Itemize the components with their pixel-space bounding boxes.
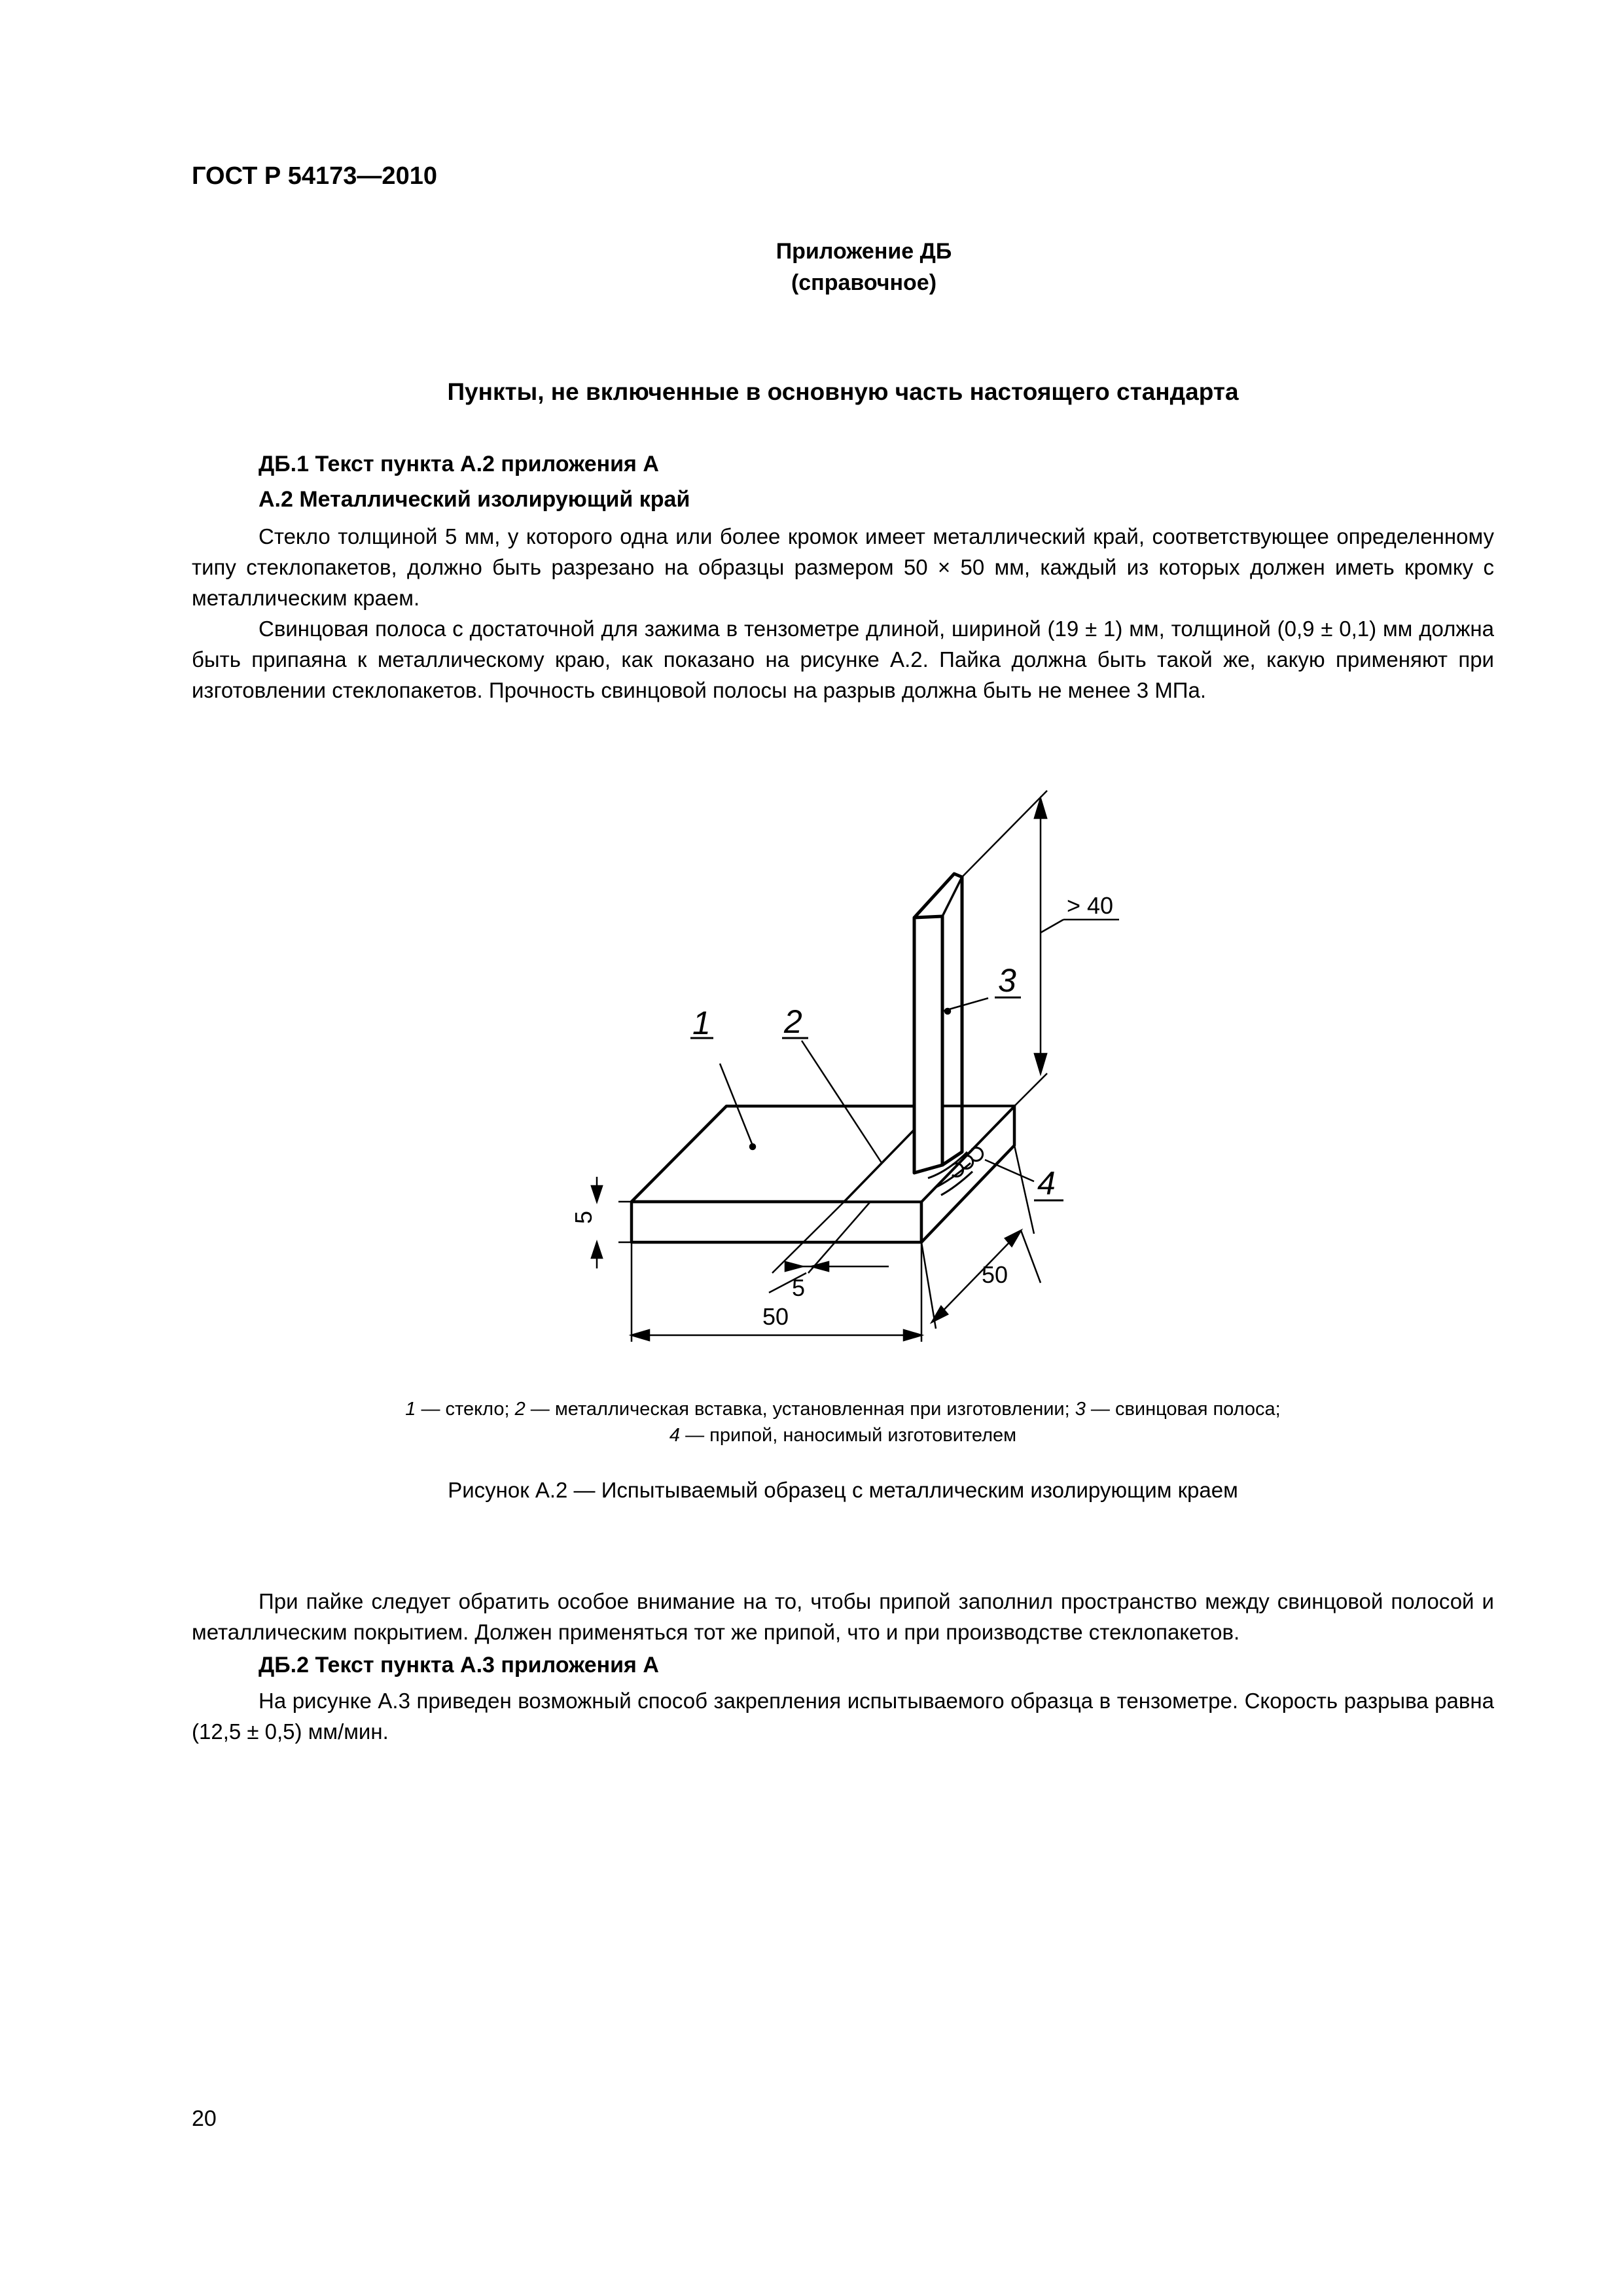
section2-heading: ДБ.2 Текст пункта А.3 приложения А xyxy=(259,1653,659,1677)
dim-thickness-label: 5 xyxy=(570,1210,597,1224)
appendix-type: (справочное) xyxy=(791,270,937,295)
legend-num: 2 xyxy=(514,1399,526,1420)
callout-1: 1 xyxy=(692,1005,711,1041)
figure-caption: Рисунок А.2 — Испытываемый образец с металлическим изолирующим краем xyxy=(448,1478,1238,1502)
legend-num: 4 xyxy=(669,1425,681,1446)
dim-front-label: 50 xyxy=(762,1303,789,1330)
legend-text: — припой, наносимый изготовителем xyxy=(680,1425,1017,1446)
page-number: 20 xyxy=(192,2106,217,2131)
paragraph: Стекло толщиной 5 мм, у которого одна или более кромок имеет металлический край, соответствующее определенному типу стеклопакетов, должно быть разрезано на образцы размером 50 × 50 мм, каждый из которых должен иметь кромку с металлическим краем. xyxy=(192,524,1494,610)
dim-insert-label: 5 xyxy=(792,1274,806,1301)
legend-text: — стекло; xyxy=(416,1399,515,1420)
lead-strip-front xyxy=(914,916,942,1173)
document-code: ГОСТ Р 54173—2010 xyxy=(192,162,437,190)
figure-legend xyxy=(192,1396,1494,1448)
callout-4: 4 xyxy=(1037,1165,1056,1202)
dim-side-label: 50 xyxy=(982,1261,1008,1288)
dim-height-label: > 40 xyxy=(1067,892,1114,919)
paragraph: Свинцовая полоса с достаточной для зажима в тензометре длиной, шириной (19 ± 1) мм, толщиной (0,9 ± 0,1) мм должна быть припаяна к металлическому краю, как показано на рисунке А.2. Пайка должна быть такой же, какую применяют при изготовлении стеклопакетов. Прочность свинцовой полосы на разрыв должна быть не менее 3 МПа. xyxy=(192,617,1494,702)
section1-subheading: А.2 Металлический изолирующий край xyxy=(259,487,690,512)
section2-body xyxy=(192,1685,1494,1747)
legend-num: 1 xyxy=(405,1399,416,1420)
legend-text: — металлическая вставка, установленная при изготовлении; xyxy=(525,1399,1075,1420)
legend-text: — свинцовая полоса; xyxy=(1085,1399,1281,1420)
legend-num: 3 xyxy=(1075,1399,1086,1420)
callout-3: 3 xyxy=(998,962,1016,999)
paragraph: На рисунке А.3 приведен возможный способ закрепления испытываемого образца в тензометре. Скорость разрыва равна (12,5 ± 0,5) мм/мин. xyxy=(192,1689,1494,1744)
paragraph: При пайке следует обратить особое внимание на то, чтобы припой заполнил пространство между свинцовой полосой и металлическим покрытием. Должен применяться тот же припой, что и при производстве стеклопакетов. xyxy=(192,1589,1494,1644)
appendix-name: Приложение ДБ xyxy=(776,239,952,264)
section1-heading: ДБ.1 Текст пункта А.2 приложения А xyxy=(259,452,659,476)
glass-front-face xyxy=(632,1202,921,1242)
callout-2: 2 xyxy=(784,1003,802,1040)
page-title: Пункты, не включенные в основную часть настоящего стандарта xyxy=(447,378,1239,405)
after-figure-text xyxy=(192,1586,1494,1647)
